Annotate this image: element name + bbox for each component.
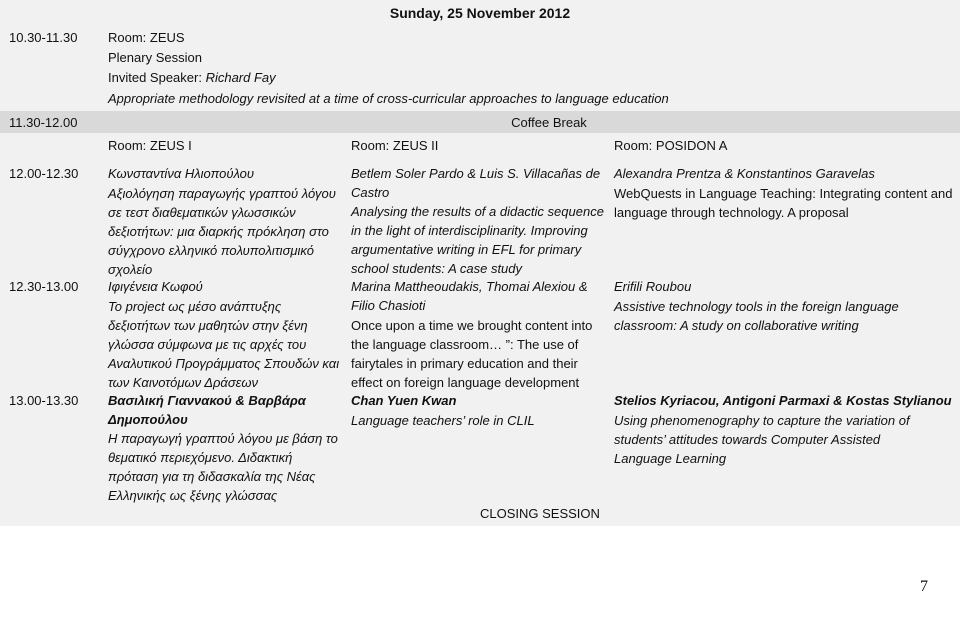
- coffee-break-time: 11.30-12.00: [9, 115, 78, 130]
- programme-date: Sunday, 25 November 2012: [389, 5, 571, 21]
- talk-title: Language teachers’ role in CLIL: [351, 413, 535, 428]
- plenary-speaker-label: Invited Speaker:: [108, 70, 206, 85]
- talk-title: Assistive technology tools in the foreign language classroom: A study on collaborative writing: [614, 299, 899, 333]
- talk-title: Once upon a time we brought content into the language classroom… ”: The use of fairytales in primary education and their effect on foreign language development: [351, 318, 593, 390]
- plenary-session-label: Plenary Session: [108, 50, 202, 65]
- room-header-posidon-a: Room: POSIDON A: [614, 138, 728, 153]
- slot-time: 12.00-12.30: [9, 166, 79, 181]
- room-header-zeus-i: Room: ZEUS I: [108, 138, 192, 153]
- plenary-speaker: [108, 68, 276, 87]
- page-number: 7: [920, 578, 928, 595]
- talk-authors: Chan Yuen Kwan: [351, 393, 457, 408]
- plenary-time: 10.30-11.30: [9, 30, 78, 45]
- talk-title: Το project ως μέσο ανάπτυξης δεξιοτήτων των μαθητών στην ξένη γλώσσα σύμφωνα με τις αρχές του Αναλυτικού Προγράμματος Σπουδών και των Καινοτόμων Δράσεων: [108, 299, 340, 390]
- talk-authors: Betlem Soler Pardo & Luis S. Villacañas de Castro: [351, 166, 601, 200]
- talk-title: Analysing the results of a didactic sequence in the light of interdisciplinarity. Improving argumentative writing in EFL for primary school students: A case study: [351, 204, 604, 276]
- talk-authors: Stelios Kyriacou, Antigoni Parmaxi & Kostas Stylianou: [614, 393, 952, 408]
- talk-title: Αξιολόγηση παραγωγής γραπτού λόγου σε τεστ διαθεματικών γλωσσικών δεξιοτήτων: μια διαρκής πρόκληση στο σύγχρονο ελληνικό πολυπολιτισμικό σχολείο: [108, 186, 336, 277]
- talk-authors: Ιφιγένεια Κωφού: [108, 279, 203, 294]
- room-header-zeus-ii: Room: ZEUS II: [351, 138, 439, 153]
- plenary-speaker-name: Richard Fay: [205, 70, 276, 85]
- slot-time: 12.30-13.00: [9, 279, 79, 294]
- talk-title: WebQuests in Language Teaching: Integrating content and language through technology. A proposal: [614, 186, 953, 220]
- talk-title: Η παραγωγή γραπτού λόγου με βάση το θεματικό περιεχόμενο. Διδακτική πρόταση για τη διδασκαλία της Νέας Ελληνικής ως ξένης γλώσσας: [108, 431, 338, 503]
- talk-authors: Βασιλική Γιαννακού & Βαρβάρα Δημοπούλου: [108, 393, 306, 427]
- talk-title: Using phenomenography to capture the variation of students’ attitudes towards Computer Assisted Language Learning: [614, 413, 910, 466]
- talk-authors: Alexandra Prentza & Konstantinos Garavelas: [614, 166, 875, 181]
- plenary-room: Room: ZEUS: [108, 30, 185, 45]
- coffee-break-label: Coffee Break: [511, 115, 587, 130]
- closing-session-label: CLOSING SESSION: [480, 506, 600, 521]
- slot-time: 13.00-13.30: [9, 393, 79, 408]
- talk-authors: Marina Mattheoudakis, Thomai Alexiou & Filio Chasioti: [351, 279, 588, 313]
- talk-authors: Erifili Roubou: [614, 279, 692, 294]
- talk-authors: Κωνσταντίνα Ηλιοπούλου: [108, 166, 255, 181]
- plenary-title: Appropriate methodology revisited at a time of cross-curricular approaches to language education: [108, 91, 669, 106]
